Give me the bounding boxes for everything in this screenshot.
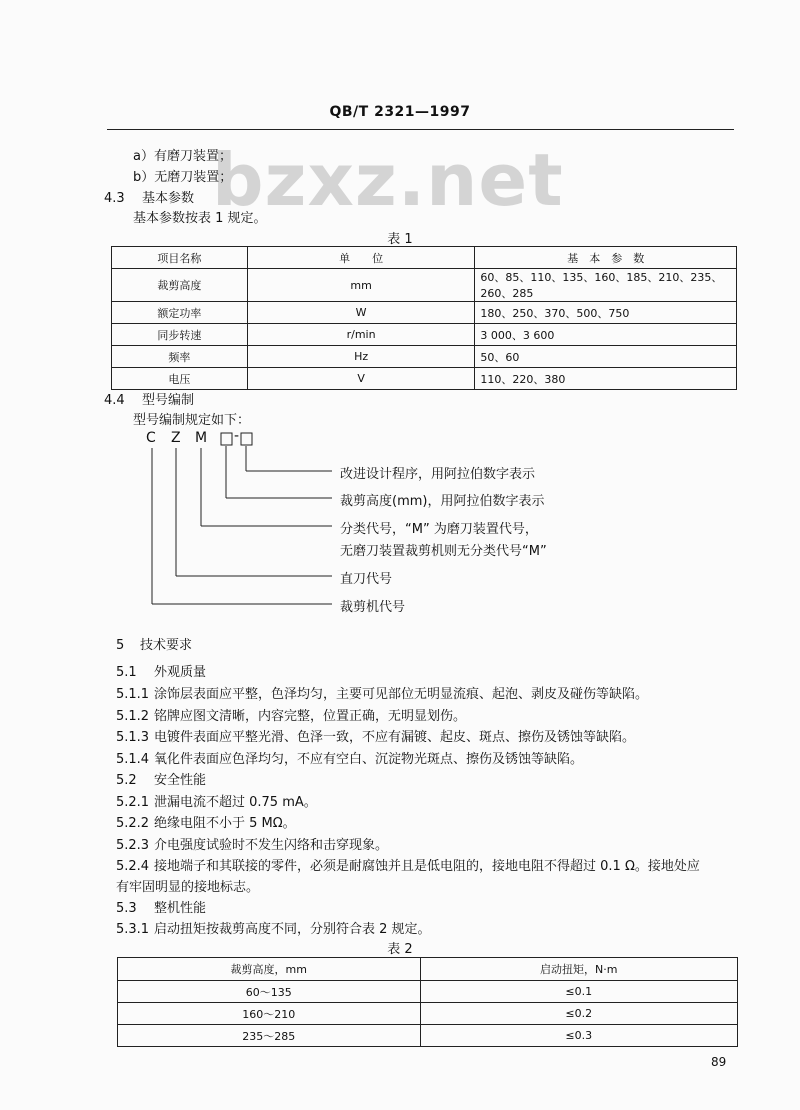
table-cell: 频率	[112, 346, 248, 368]
table-cell: ≤0.3	[420, 1025, 738, 1047]
table-cell: W	[247, 302, 475, 324]
table-header-row	[118, 958, 738, 981]
section-title: 型号编制	[142, 393, 195, 408]
section-text: 安全性能	[154, 773, 207, 788]
page-number: 89	[711, 1055, 727, 1069]
section-5-3	[116, 897, 206, 916]
section-5-1	[116, 661, 206, 680]
section-text: 绝缘电阻不小于 5 MΩ。	[154, 816, 296, 831]
section-4-3-text: 基本参数按表 1 规定。	[133, 211, 267, 226]
section-text: 氧化件表面应色泽均匀，不应有空白、沉淀物光斑点、擦伤及锈蚀等缺陷。	[154, 752, 584, 767]
table-row	[118, 981, 738, 1003]
table-cell: r/min	[247, 324, 475, 346]
section-4-4-text: 型号编制规定如下：	[133, 413, 251, 428]
section-number: 5.2	[116, 773, 137, 788]
table-cell: 180、250、370、500、750	[475, 302, 737, 324]
table-cell: 60、85、110、135、160、185、210、235、260、285	[475, 269, 737, 302]
section-number: 5.2.2	[116, 816, 150, 831]
section-5-1-1	[116, 683, 648, 702]
list-item-b: b）无磨刀装置；	[133, 170, 233, 185]
section-number: 4.3	[104, 191, 125, 206]
table-header-cell: 裁剪高度，mm	[118, 958, 421, 981]
section-number: 5.2.1	[116, 795, 150, 810]
model-box-height	[221, 433, 232, 445]
table-cell: V	[247, 368, 475, 390]
section-title: 技术要求	[140, 638, 193, 653]
page-header: QB/T 2321—1997	[329, 104, 471, 120]
table-cell: Hz	[247, 346, 475, 368]
table1-caption: 表 1	[387, 232, 413, 247]
table-cell: mm	[247, 269, 475, 302]
model-dash: -	[234, 428, 240, 444]
model-label-height: 裁剪高度(mm)，用阿拉伯数字表示	[340, 494, 545, 509]
section-title: 基本参数	[142, 191, 195, 206]
model-label-category: 分类代号，“M” 为磨刀装置代号，	[340, 522, 538, 537]
section-text: 泄漏电流不超过 0.75 mA。	[154, 795, 317, 810]
section-text: 涂饰层表面应平整，色泽均匀，主要可见部位无明显流痕、起泡、剥皮及碰伤等缺陷。	[154, 687, 649, 702]
table-cell: 额定功率	[112, 302, 248, 324]
section-5-2	[116, 769, 206, 788]
table-header-cell: 基 本 参 数	[475, 247, 737, 269]
model-letter-c: C	[146, 430, 156, 446]
table-cell: 235～285	[118, 1025, 421, 1047]
section-text: 介电强度试验时不发生闪络和击穿现象。	[154, 838, 389, 853]
section-number: 5.3.1	[116, 922, 150, 937]
section-number: 5.2.3	[116, 838, 150, 853]
section-5-2-4	[116, 855, 700, 874]
section-text: 启动扭矩按裁剪高度不同，分别符合表 2 规定。	[154, 922, 431, 937]
section-5-2-1	[116, 791, 317, 810]
section-number: 5.1.3	[116, 730, 150, 745]
section-text: 整机性能	[154, 901, 207, 916]
table2-caption: 表 2	[387, 942, 413, 957]
table-cell: 裁剪高度	[112, 269, 248, 302]
model-label-revision: 改进设计程序，用阿拉伯数字表示	[340, 467, 536, 482]
model-letter-m: M	[195, 430, 208, 446]
model-label-category-2: 无磨刀装置裁剪机则无分类代号“M”	[340, 544, 547, 559]
list-item-a: a）有磨刀装置；	[133, 149, 232, 164]
section-text: 外观质量	[154, 665, 207, 680]
section-5-2-4-cont: 有牢固明显的接地标志。	[116, 880, 260, 895]
section-text: 铭牌应图文清晰，内容完整，位置正确，无明显划伤。	[154, 709, 467, 724]
table-row	[118, 1025, 738, 1047]
table-cell: 电压	[112, 368, 248, 390]
section-number: 5.3	[116, 901, 137, 916]
section-number: 4.4	[104, 393, 125, 408]
table-cell: ≤0.1	[420, 981, 738, 1003]
section-number: 5.1	[116, 665, 137, 680]
table-header-cell: 单 位	[247, 247, 475, 269]
section-5-1-4	[116, 748, 583, 767]
section-text: 接地端子和其联接的零件，必须是耐腐蚀并且是低电阻的，接地电阻不得超过 0.1 Ω。接地处应	[154, 859, 700, 874]
section-5-3-1	[116, 918, 431, 937]
table-cell: 110、220、380	[475, 368, 737, 390]
table-cell: 同步转速	[112, 324, 248, 346]
section-number: 5.1.1	[116, 687, 150, 702]
table-row	[118, 1003, 738, 1025]
model-label-straight-knife: 直刀代号	[340, 572, 393, 587]
model-box-revision	[241, 433, 252, 445]
table-cell: 50、60	[475, 346, 737, 368]
section-5-1-2	[116, 705, 466, 724]
watermark: bzxz.net	[212, 138, 564, 222]
section-number: 5.2.4	[116, 859, 150, 874]
model-label-cutter: 裁剪机代号	[340, 600, 406, 615]
section-number: 5	[116, 638, 125, 653]
section-5-1-3	[116, 726, 635, 745]
section-text: 电镀件表面应平整光滑、色泽一致，不应有漏镀、起皮、斑点、擦伤及锈蚀等缺陷。	[154, 730, 636, 745]
table-header-cell: 启动扭矩，N·m	[420, 958, 738, 981]
section-number: 5.1.4	[116, 752, 150, 767]
table-cell: 160～210	[118, 1003, 421, 1025]
table-2	[117, 957, 738, 1047]
model-letter-z: Z	[171, 430, 181, 446]
section-5-2-3	[116, 834, 388, 853]
table-cell: 3 000、3 600	[475, 324, 737, 346]
table-header-cell: 项目名称	[112, 247, 248, 269]
section-number: 5.1.2	[116, 709, 150, 724]
table-cell: ≤0.2	[420, 1003, 738, 1025]
table-cell: 60～135	[118, 981, 421, 1003]
section-5-2-2	[116, 812, 296, 831]
section-5	[116, 634, 192, 653]
